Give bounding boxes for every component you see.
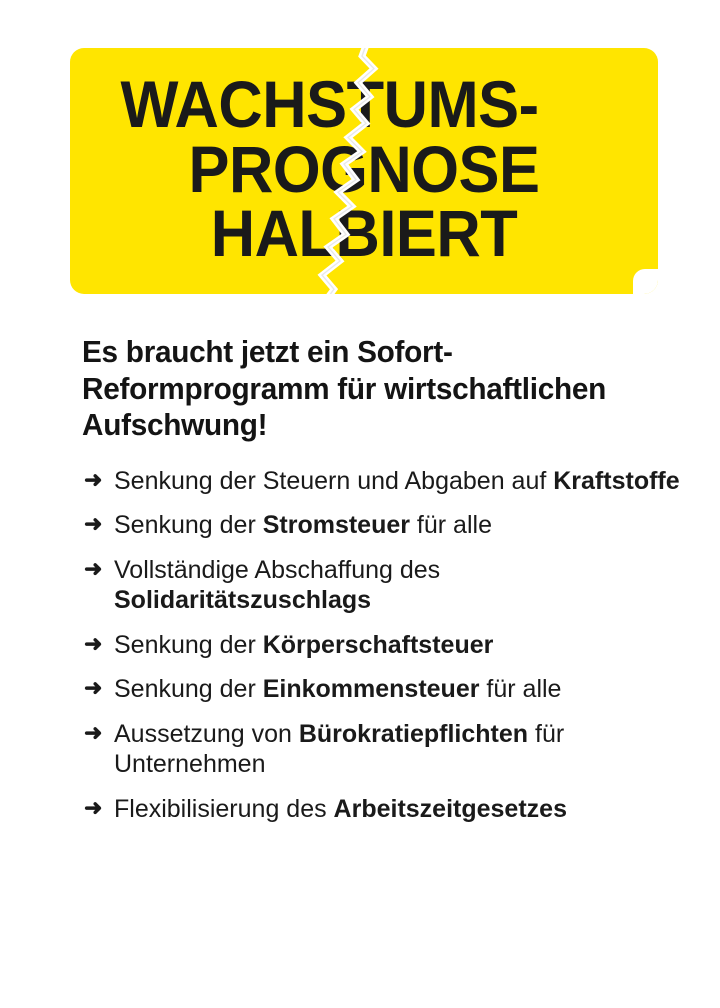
headline-line-1: WACHSTUMS- (120, 67, 539, 141)
list-item-text: Senkung der Stromsteuer für alle (114, 511, 492, 540)
headline-banner-body (70, 48, 658, 294)
list-item (84, 466, 680, 497)
list-item-text: Senkung der Einkommensteuer für alle (114, 675, 562, 704)
list-item (84, 630, 680, 661)
list-item-text: Vollständige Abschaffung des Solidaritätszuschlags (114, 555, 441, 615)
list-item-text: Aussetzung von Bürokratiepflichten für Unternehmen (114, 719, 565, 779)
arrow-icon: ➜ (84, 466, 103, 492)
headline-line-2: PROGNOSE (188, 131, 540, 206)
list-item (84, 794, 680, 825)
arrow-icon: ➜ (84, 719, 103, 745)
arrow-icon: ➜ (84, 511, 103, 537)
list-item (84, 555, 680, 616)
list-item (84, 674, 680, 705)
arrow-icon: ➜ (84, 630, 103, 656)
arrow-icon: ➜ (84, 555, 103, 581)
demand-list (84, 466, 680, 825)
list-item (84, 510, 680, 541)
list-item-text: Flexibilisierung des Arbeitszeitgesetzes (114, 794, 567, 823)
subheading: Es braucht jetzt ein Sofort-Reformprogramm für wirtschaftlichen Aufschwung! (82, 334, 607, 443)
list-item-text: Senkung der Steuern und Abgaben auf Kraftstoffe (114, 466, 680, 495)
headline-banner (70, 48, 658, 294)
arrow-icon: ➜ (84, 675, 103, 701)
list-item-text: Senkung der Körperschaftsteuer (114, 630, 494, 659)
list-item (84, 719, 680, 780)
arrow-icon: ➜ (84, 794, 103, 820)
headline-line-3: HALBIERT (210, 196, 518, 271)
